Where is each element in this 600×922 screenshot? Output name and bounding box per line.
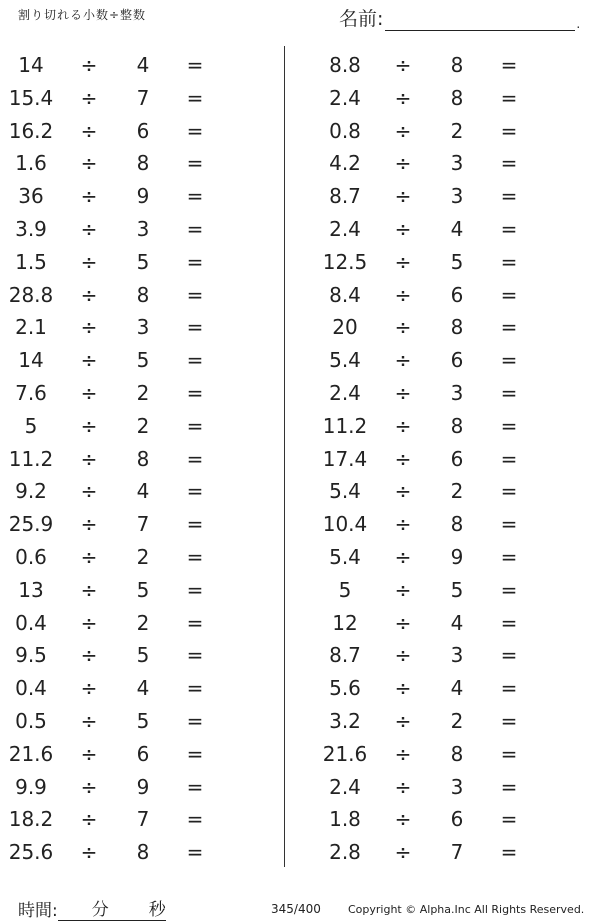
dividend: 5 — [24, 413, 38, 438]
page-number: 345/400 — [271, 902, 321, 916]
equals-sign: = — [186, 446, 204, 471]
dividend: 3.2 — [329, 708, 361, 733]
dividend: 2.4 — [329, 380, 361, 405]
divisor: 8 — [450, 413, 464, 438]
divisor: 7 — [136, 85, 150, 110]
divisor: 5 — [450, 249, 464, 274]
divisor: 8 — [450, 85, 464, 110]
equals-sign: = — [186, 216, 204, 241]
divide-sign: ÷ — [80, 53, 98, 77]
divide-sign: ÷ — [394, 676, 412, 701]
dividend: 8.7 — [329, 184, 361, 209]
divisor: 6 — [136, 118, 150, 143]
equals-sign: = — [500, 348, 518, 373]
dividend: 3.9 — [15, 216, 47, 241]
divide-sign: ÷ — [80, 151, 98, 176]
equals-sign: = — [186, 151, 204, 176]
divide-sign: ÷ — [394, 840, 412, 865]
equals-sign: = — [186, 544, 204, 569]
dividend: 2.4 — [329, 216, 361, 241]
divisor: 5 — [450, 577, 464, 602]
dividend: 0.5 — [15, 708, 47, 733]
equals-sign: = — [500, 315, 518, 340]
equals-sign: = — [186, 840, 204, 865]
equals-sign: = — [500, 807, 518, 832]
divisor: 6 — [450, 282, 464, 307]
divide-sign: ÷ — [394, 249, 412, 274]
divisor: 7 — [136, 512, 150, 537]
column-divider — [284, 46, 285, 867]
seconds-blank[interactable] — [109, 902, 149, 921]
divisor: 5 — [136, 577, 150, 602]
dividend: 4.2 — [329, 151, 361, 176]
divide-sign: ÷ — [80, 643, 98, 668]
divide-sign: ÷ — [80, 807, 98, 832]
divisor: 3 — [450, 151, 464, 176]
divide-sign: ÷ — [80, 610, 98, 635]
dividend: 9.5 — [15, 643, 47, 668]
divisor: 4 — [136, 53, 150, 77]
divisor: 5 — [136, 708, 150, 733]
dividend: 0.4 — [15, 676, 47, 701]
divide-sign: ÷ — [394, 610, 412, 635]
dividend: 18.2 — [8, 807, 54, 832]
divisor: 8 — [450, 315, 464, 340]
equals-sign: = — [186, 577, 204, 602]
equals-sign: = — [500, 840, 518, 865]
divisor: 4 — [450, 216, 464, 241]
divide-sign: ÷ — [80, 413, 98, 438]
divide-sign: ÷ — [394, 544, 412, 569]
divisor: 9 — [450, 544, 464, 569]
minutes-blank[interactable] — [58, 902, 92, 921]
equals-sign: = — [500, 85, 518, 110]
equals-sign: = — [500, 610, 518, 635]
equals-sign: = — [500, 708, 518, 733]
divisor: 2 — [450, 708, 464, 733]
divisor: 5 — [136, 643, 150, 668]
equals-sign: = — [500, 380, 518, 405]
divisor: 3 — [450, 643, 464, 668]
divisor: 4 — [136, 479, 150, 504]
equals-sign: = — [500, 282, 518, 307]
dividend: 5.6 — [329, 676, 361, 701]
equals-sign: = — [500, 446, 518, 471]
divisor: 6 — [450, 807, 464, 832]
dividend: 28.8 — [8, 282, 54, 307]
equals-sign: = — [186, 413, 204, 438]
divisor: 3 — [450, 774, 464, 799]
dividend: 1.5 — [15, 249, 47, 274]
dividend: 7.6 — [15, 380, 47, 405]
divisor: 2 — [450, 479, 464, 504]
divisor: 6 — [450, 446, 464, 471]
dividend: 17.4 — [322, 446, 368, 471]
equals-sign: = — [186, 315, 204, 340]
equals-sign: = — [186, 741, 204, 766]
divide-sign: ÷ — [394, 184, 412, 209]
equals-sign: = — [500, 643, 518, 668]
divide-sign: ÷ — [80, 577, 98, 602]
divide-sign: ÷ — [394, 512, 412, 537]
equals-sign: = — [500, 676, 518, 701]
dividend: 14 — [18, 348, 44, 373]
equals-sign: = — [500, 53, 518, 77]
divide-sign: ÷ — [394, 446, 412, 471]
dividend: 1.6 — [15, 151, 47, 176]
dividend: 2.4 — [329, 774, 361, 799]
dividend: 2.4 — [329, 85, 361, 110]
equals-sign: = — [186, 676, 204, 701]
divisor: 2 — [136, 380, 150, 405]
equals-sign: = — [186, 282, 204, 307]
equals-sign: = — [500, 249, 518, 274]
equals-sign: = — [500, 118, 518, 143]
divisor: 8 — [136, 446, 150, 471]
divide-sign: ÷ — [394, 741, 412, 766]
divide-sign: ÷ — [80, 479, 98, 504]
divide-sign: ÷ — [394, 85, 412, 110]
divisor: 2 — [136, 413, 150, 438]
divide-sign: ÷ — [80, 840, 98, 865]
divisor: 3 — [450, 380, 464, 405]
divide-sign: ÷ — [80, 741, 98, 766]
divide-sign: ÷ — [80, 282, 98, 307]
dividend: 2.8 — [329, 840, 361, 865]
divide-sign: ÷ — [394, 151, 412, 176]
divide-sign: ÷ — [80, 512, 98, 537]
equals-sign: = — [186, 53, 204, 77]
divisor: 2 — [450, 118, 464, 143]
dividend: 12.5 — [322, 249, 368, 274]
divisor: 8 — [450, 512, 464, 537]
divide-sign: ÷ — [80, 708, 98, 733]
equals-sign: = — [186, 807, 204, 832]
equals-sign: = — [500, 216, 518, 241]
divisor: 8 — [136, 282, 150, 307]
divide-sign: ÷ — [80, 676, 98, 701]
equals-sign: = — [186, 479, 204, 504]
equals-sign: = — [186, 610, 204, 635]
divide-sign: ÷ — [394, 282, 412, 307]
equals-sign: = — [186, 85, 204, 110]
divisor: 7 — [450, 840, 464, 865]
dividend: 25.9 — [8, 512, 54, 537]
time-label: 時間: — [18, 901, 58, 921]
dividend: 1.8 — [329, 807, 361, 832]
dividend: 36 — [18, 184, 44, 209]
dividend: 8.7 — [329, 643, 361, 668]
divisor: 3 — [136, 216, 150, 241]
name-label: 名前: — [339, 8, 384, 30]
equals-sign: = — [186, 774, 204, 799]
dividend: 25.6 — [8, 840, 54, 865]
divide-sign: ÷ — [394, 479, 412, 504]
divide-sign: ÷ — [394, 118, 412, 143]
divisor: 7 — [136, 807, 150, 832]
dividend: 8.8 — [329, 53, 361, 77]
name-dot: . — [576, 17, 581, 31]
divisor: 6 — [136, 741, 150, 766]
equals-sign: = — [186, 249, 204, 274]
divide-sign: ÷ — [80, 216, 98, 241]
divide-sign: ÷ — [80, 249, 98, 274]
divisor: 5 — [136, 249, 150, 274]
dividend: 11.2 — [8, 446, 54, 471]
equals-sign: = — [500, 413, 518, 438]
seconds-label: 秒 — [149, 895, 166, 921]
divisor: 3 — [136, 315, 150, 340]
dividend: 5.4 — [329, 348, 361, 373]
dividend: 20 — [332, 315, 358, 340]
dividend: 2.1 — [15, 315, 47, 340]
dividend: 9.2 — [15, 479, 47, 504]
divide-sign: ÷ — [80, 348, 98, 373]
divide-sign: ÷ — [394, 807, 412, 832]
dividend: 13 — [18, 577, 44, 602]
dividend: 5 — [338, 577, 352, 602]
divisor: 8 — [136, 151, 150, 176]
divisor: 8 — [136, 840, 150, 865]
dividend: 14 — [18, 53, 44, 77]
dividend: 5.4 — [329, 479, 361, 504]
divisor: 8 — [450, 741, 464, 766]
equals-sign: = — [186, 708, 204, 733]
copyright-notice: Copyright © Alpha.Inc All Rights Reserved. — [348, 903, 585, 916]
minutes-label: 分 — [92, 895, 109, 921]
dividend: 21.6 — [8, 741, 54, 766]
divide-sign: ÷ — [394, 774, 412, 799]
divide-sign: ÷ — [80, 446, 98, 471]
dividend: 11.2 — [322, 413, 368, 438]
dividend: 8.4 — [329, 282, 361, 307]
dividend: 0.4 — [15, 610, 47, 635]
divisor: 2 — [136, 544, 150, 569]
divide-sign: ÷ — [80, 544, 98, 569]
divisor: 2 — [136, 610, 150, 635]
equals-sign: = — [500, 479, 518, 504]
divide-sign: ÷ — [394, 348, 412, 373]
divide-sign: ÷ — [80, 315, 98, 340]
equals-sign: = — [186, 380, 204, 405]
divide-sign: ÷ — [394, 643, 412, 668]
divide-sign: ÷ — [80, 184, 98, 209]
equals-sign: = — [186, 118, 204, 143]
divide-sign: ÷ — [80, 380, 98, 405]
divisor: 9 — [136, 774, 150, 799]
divisor: 8 — [450, 53, 464, 77]
divide-sign: ÷ — [80, 85, 98, 110]
dividend: 0.6 — [15, 544, 47, 569]
equals-sign: = — [500, 512, 518, 537]
dividend: 12 — [332, 610, 358, 635]
equals-sign: = — [500, 184, 518, 209]
divisor: 4 — [450, 676, 464, 701]
divide-sign: ÷ — [394, 53, 412, 77]
divisor: 4 — [136, 676, 150, 701]
dividend: 0.8 — [329, 118, 361, 143]
dividend: 16.2 — [8, 118, 54, 143]
equals-sign: = — [500, 741, 518, 766]
dividend: 5.4 — [329, 544, 361, 569]
dividend: 21.6 — [322, 741, 368, 766]
equals-sign: = — [186, 184, 204, 209]
equals-sign: = — [186, 512, 204, 537]
time-field — [18, 895, 166, 921]
divisor: 5 — [136, 348, 150, 373]
dividend: 9.9 — [15, 774, 47, 799]
divide-sign: ÷ — [394, 315, 412, 340]
equals-sign: = — [500, 544, 518, 569]
equals-sign: = — [500, 774, 518, 799]
divide-sign: ÷ — [394, 413, 412, 438]
name-blank-line[interactable] — [385, 11, 575, 31]
divisor: 4 — [450, 610, 464, 635]
equals-sign: = — [500, 151, 518, 176]
dividend: 15.4 — [8, 85, 54, 110]
divisor: 6 — [450, 348, 464, 373]
name-field — [339, 4, 580, 31]
divide-sign: ÷ — [80, 774, 98, 799]
divisor: 9 — [136, 184, 150, 209]
divide-sign: ÷ — [394, 577, 412, 602]
equals-sign: = — [186, 643, 204, 668]
dividend: 10.4 — [322, 512, 368, 537]
divisor: 3 — [450, 184, 464, 209]
divide-sign: ÷ — [394, 216, 412, 241]
divide-sign: ÷ — [394, 380, 412, 405]
divide-sign: ÷ — [80, 118, 98, 143]
divide-sign: ÷ — [394, 708, 412, 733]
equals-sign: = — [500, 577, 518, 602]
worksheet-title: 割り切れる小数÷整数 — [18, 8, 147, 22]
equals-sign: = — [186, 348, 204, 373]
